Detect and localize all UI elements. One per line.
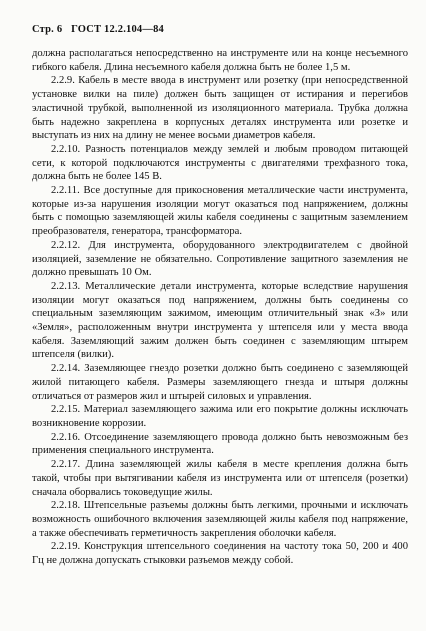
paragraph-2-2-13: 2.2.13. Металлические детали инструмента, которые вследствие нарушения изоляции могут оказаться под напряжением, должны быть соединены со специальным заземляющим зажимом, имеющим отличительный знак «З» или «Земля», расположенным внутри инструмента у штепселя или у места ввода кабеля. Заземляющий зажим должен быть соединен с заземляющим штырем штепселя (вилки). (32, 280, 408, 361)
paragraph-continuation: должна располагаться непосредственно на инструменте или на конце несъемного гибкого кабеля. Длина несъемного кабеля должна быть не более 1,5 м. (32, 48, 408, 73)
paragraph-2-2-16: 2.2.16. Отсоединение заземляющего провода должно быть невозможным без применения специального инструмента. (32, 431, 408, 457)
paragraph-2-2-10: 2.2.10. Разность потенциалов между землей и любым проводом питающей сети, к которой подключаются инструменты с двигателями трехфазного тока, должна быть не более 145 В. (32, 143, 408, 183)
document-body (32, 47, 408, 568)
paragraph-2-2-19: 2.2.19. Конструкция штепсельного соединения на частоту тока 50, 200 и 400 Гц не должна допускать стыковки разъемов между собой. (32, 541, 408, 567)
paragraph-2-2-18: 2.2.18. Штепсельные разъемы должны быть легкими, прочными и исключать возможность ошибочного включения заземляющей жилы кабеля под напряжение, а также обеспечивать герметичность закрепления оболочки кабеля. (32, 500, 408, 539)
paragraph-2-2-9: 2.2.9. Кабель в месте ввода в инструмент или розетку (при непосредственной установке вилки на пиле) должен быть защищен от истирания и перегибов эластичной трубкой, выполненной из изоляционного материала. Трубка должна быть надежно закреплена в корпусных деталях инструмента или розетке и выступать из них на длину не менее восьми диаметров кабеля. (32, 75, 408, 142)
standard-code: ГОСТ 12.2.104—84 (71, 24, 164, 35)
page-header (32, 24, 408, 35)
paragraph-2-2-11: 2.2.11. Все доступные для прикосновения металлические части инструмента, которые из-за нарушения изоляции могут оказаться под напряжением, должны быть с помощью заземляющей жилы кабеля соединены с защитным заземлением преобразователя, генератора, трансформатора. (32, 185, 408, 238)
paragraph-2-2-14: 2.2.14. Заземляющее гнездо розетки должно быть соединено с заземляющей жилой питающего кабеля. Размеры заземляющего гнезда и штыря должны отличаться от размеров жил и штырей силовых и управления. (32, 363, 408, 402)
page-number: Стр. 6 (32, 24, 63, 35)
paragraph-2-2-15: 2.2.15. Материал заземляющего зажима или его покрытие должны исключать возникновение коррозии. (32, 404, 408, 429)
paragraph-2-2-17: 2.2.17. Длина заземляющей жилы кабеля в месте крепления должна быть такой, чтобы при вытягивании кабеля из инструмента или от штепселя (розетки) сначала оборвались токоведущие жилы. (32, 459, 408, 498)
paragraph-2-2-12: 2.2.12. Для инструмента, оборудованного электродвигателем с двойной изоляцией, заземление не обязательно. Сопротивление защитного заземления не должно превышать 10 Ом. (32, 239, 408, 279)
